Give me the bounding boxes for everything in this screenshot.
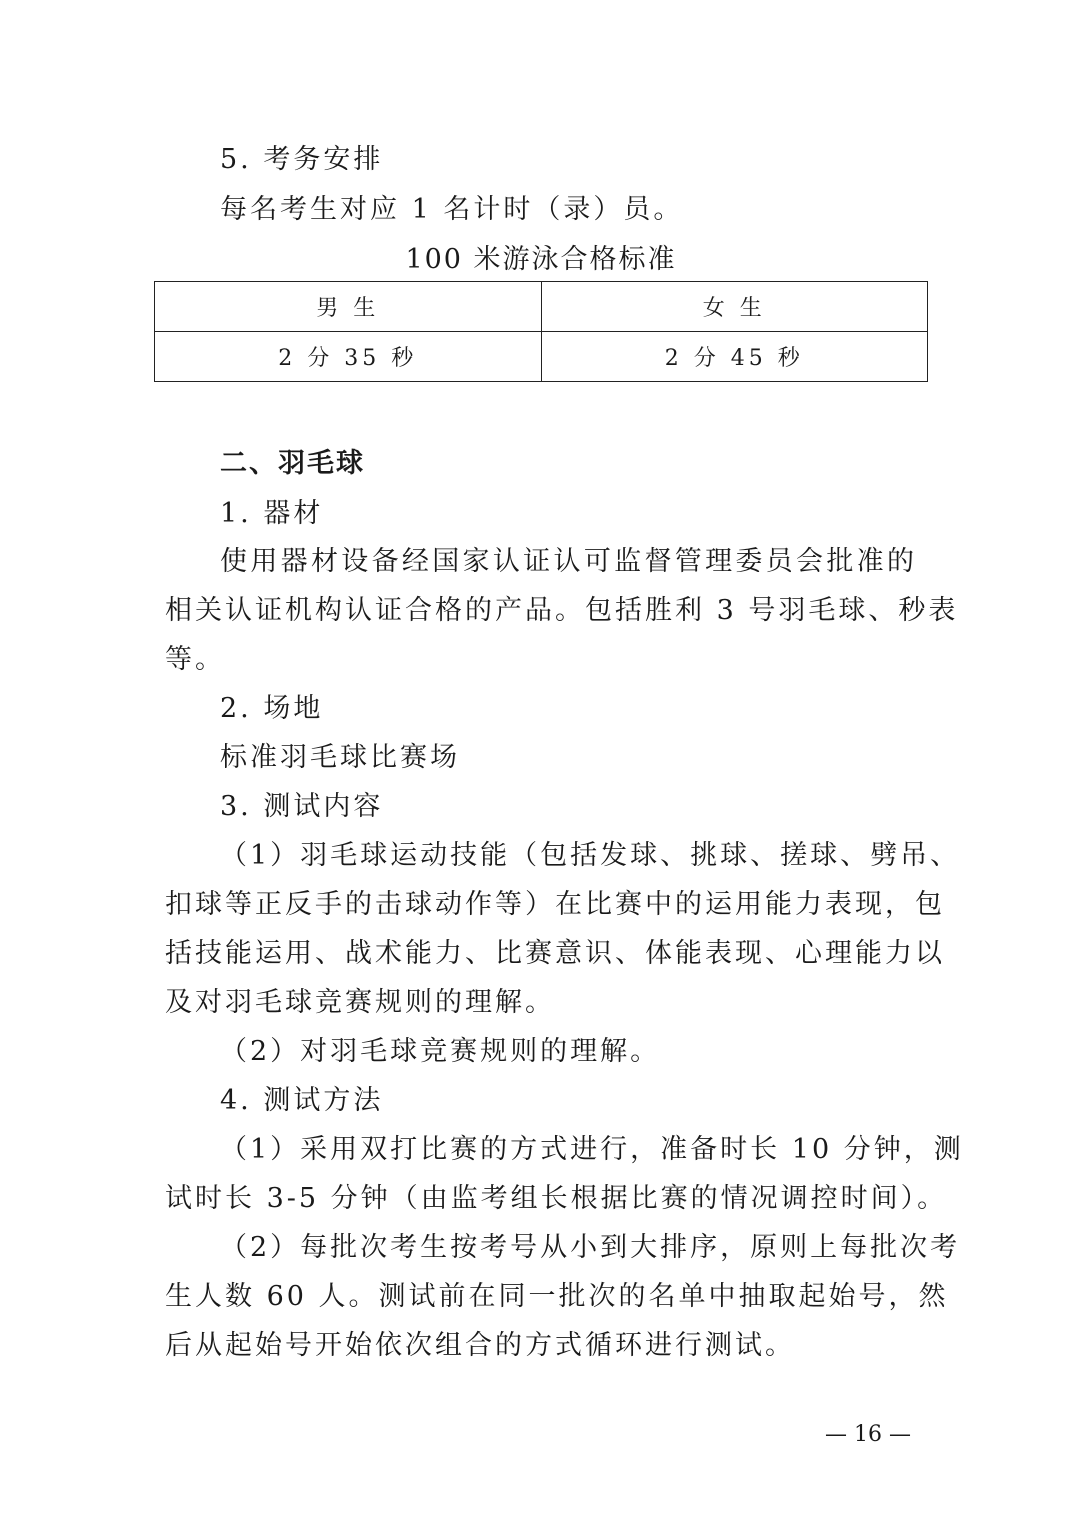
method-text-line: 后从起始号开始依次组合的方式循环进行测试。 [165, 1330, 795, 1361]
equip-text-line: 相关认证机构认证合格的产品。包括胜利 3 号羽毛球、秒表 [165, 595, 959, 626]
method-heading: 4. 测试方法 [220, 1085, 384, 1116]
value-female: 2 分 45 秒 [541, 332, 928, 382]
method-text-line: 生人数 60 人。测试前在同一批次的名单中抽取起始号，然 [165, 1281, 949, 1312]
header-male: 男 生 [155, 282, 542, 332]
content-heading: 3. 测试内容 [220, 791, 384, 822]
section-5-heading: 5. 考务安排 [220, 144, 384, 175]
venue-heading: 2. 场地 [220, 693, 324, 724]
header-female: 女 生 [541, 282, 928, 332]
method-text-line: （1）采用双打比赛的方式进行，准备时长 10 分钟，测 [220, 1134, 964, 1165]
content-text-2: （2）对羽毛球竞赛规则的理解。 [220, 1036, 661, 1067]
value-male: 2 分 35 秒 [155, 332, 542, 382]
content-text-line: （1）羽毛球运动技能（包括发球、挑球、搓球、劈吊、 [220, 840, 961, 871]
section-2-title: 二、羽毛球 [220, 448, 365, 479]
content-text-line: 括技能运用、战术能力、比赛意识、体能表现、心理能力以 [165, 938, 945, 969]
equip-heading: 1. 器材 [220, 498, 324, 529]
content-text-line: 及对羽毛球竞赛规则的理解。 [165, 987, 555, 1018]
equip-text-line: 使用器材设备经国家认证认可监督管理委员会批准的 [220, 546, 917, 577]
page-number: — 16 — [825, 1422, 911, 1447]
venue-text: 标准羽毛球比赛场 [220, 742, 460, 773]
equip-text-line: 等。 [165, 644, 225, 675]
method-text-line: （2）每批次考生按考号从小到大排序，原则上每批次考 [220, 1232, 961, 1263]
swim-standard-table [154, 281, 928, 382]
section-5-text: 每名考生对应 1 名计时（录）员。 [220, 194, 684, 225]
content-text-line: 扣球等正反手的击球动作等）在比赛中的运用能力表现，包 [165, 889, 945, 920]
table-header-row [155, 282, 928, 332]
table-title: 100 米游泳合格标准 [405, 244, 677, 275]
method-text-line: 试时长 3-5 分钟（由监考组长根据比赛的情况调控时间）。 [165, 1183, 948, 1214]
table-row [155, 332, 928, 382]
